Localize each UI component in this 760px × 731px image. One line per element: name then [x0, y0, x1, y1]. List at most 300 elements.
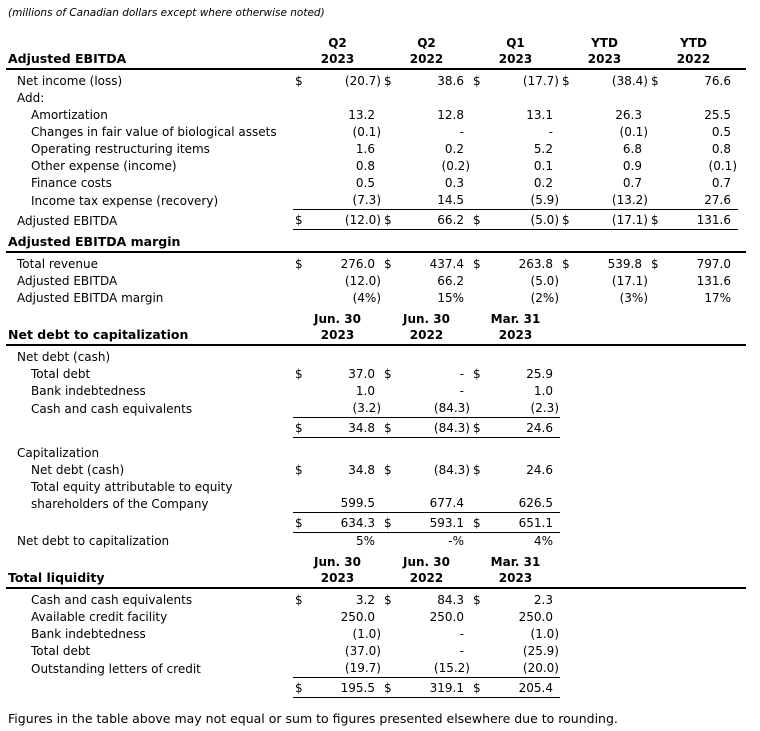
- dollar-sign: $: [295, 74, 303, 88]
- value-cell: [471, 592, 560, 609]
- value-cell: [560, 290, 649, 307]
- cell-value: 34.8: [348, 463, 375, 477]
- cell-value: 6.8: [622, 142, 642, 156]
- column-header: [471, 554, 560, 586]
- section-title: Adjusted EBITDA margin: [8, 234, 181, 249]
- cell-value: 634.3: [340, 516, 375, 530]
- table-section: [6, 554, 752, 698]
- value-cell: [560, 192, 649, 209]
- value-cell: [293, 273, 382, 290]
- table-row: [6, 158, 752, 175]
- table-row: [6, 107, 752, 124]
- cell-value: 17%: [704, 291, 731, 305]
- cell-value: 195.5: [340, 681, 375, 695]
- dollar-sign: $: [384, 213, 392, 227]
- section-title: Net debt to capitalization: [8, 327, 189, 342]
- value-cell: [560, 141, 649, 158]
- value-cell: [471, 515, 560, 532]
- value-cell: [293, 592, 382, 609]
- cell-value: (0.1): [619, 125, 648, 139]
- row-label: Net income (loss): [17, 74, 123, 88]
- dollar-sign: $: [562, 74, 570, 88]
- value-cell: [293, 383, 382, 400]
- cell-value: 131.6: [696, 274, 731, 288]
- value-cell: [293, 626, 382, 643]
- column-header-line2: 2022: [676, 52, 711, 66]
- cell-value: 12.8: [437, 108, 464, 122]
- row-values: [293, 366, 560, 383]
- table-section: [6, 234, 752, 307]
- value-cell: [649, 107, 738, 124]
- cell-value: -: [459, 367, 464, 381]
- cell-value: (25.9): [522, 644, 559, 658]
- value-cell: [382, 420, 471, 437]
- cell-value: 66.2: [437, 274, 464, 288]
- table-row: [6, 141, 752, 158]
- table-row: [6, 609, 752, 626]
- column-header: [382, 311, 471, 343]
- table-row: [6, 175, 752, 192]
- column-header: [293, 554, 382, 586]
- cell-value: 5.2: [533, 142, 553, 156]
- cell-value: 626.5: [518, 496, 553, 510]
- column-headers: [293, 35, 738, 67]
- cell-value: -%: [448, 534, 464, 548]
- cell-value: (19.7): [344, 661, 381, 675]
- value-cell: [293, 175, 382, 192]
- value-cell: [293, 643, 382, 660]
- cell-value: 14.5: [437, 193, 464, 207]
- cell-value: 13.1: [526, 108, 553, 122]
- cell-value: (5.0): [530, 213, 559, 227]
- value-cell: [293, 420, 382, 437]
- dollar-sign: $: [295, 367, 303, 381]
- cell-value: 0.9: [622, 159, 642, 173]
- value-cell: [293, 533, 382, 550]
- cell-value: (17.1): [611, 213, 648, 227]
- row-values: [293, 212, 738, 230]
- row-label: Adjusted EBITDA: [17, 274, 118, 288]
- cell-value: (3%): [619, 291, 648, 305]
- row-label: Total equity attributable to equity shareholders of the Company: [31, 480, 233, 511]
- value-cell: [560, 175, 649, 192]
- row-label: Adjusted EBITDA margin: [17, 291, 164, 305]
- value-cell: [382, 383, 471, 400]
- value-cell: [382, 73, 471, 90]
- cell-value: (5.0): [530, 274, 559, 288]
- value-cell: [293, 609, 382, 626]
- value-cell: [293, 660, 382, 677]
- cell-value: 0.7: [622, 176, 642, 190]
- column-header: [649, 35, 738, 67]
- row-label: Bank indebtedness: [31, 384, 146, 398]
- dollar-sign: $: [473, 257, 481, 271]
- cell-value: 0.1: [533, 159, 553, 173]
- cell-value: 0.3: [444, 176, 464, 190]
- cell-value: 1.0: [355, 384, 375, 398]
- table-row: [6, 73, 752, 90]
- row-values: [293, 400, 560, 418]
- table-row: [6, 290, 752, 307]
- column-header: [471, 311, 560, 343]
- table-row: [6, 462, 752, 479]
- value-cell: [471, 366, 560, 383]
- value-cell: [382, 256, 471, 273]
- value-cell: [382, 592, 471, 609]
- dollar-sign: $: [562, 213, 570, 227]
- row-values: [293, 626, 560, 643]
- cell-value: (13.2): [611, 193, 648, 207]
- value-cell: [471, 124, 560, 141]
- cell-value: 3.2: [355, 593, 375, 607]
- column-header-line1: Q2: [417, 36, 436, 50]
- dollar-sign: $: [562, 257, 570, 271]
- cell-value: 0.7: [711, 176, 731, 190]
- rounding-footnote: Figures in the table above may not equal or sum to figures presented elsewhere due to rounding.: [8, 711, 618, 726]
- dollar-sign: $: [295, 257, 303, 271]
- dollar-sign: $: [384, 421, 392, 435]
- dollar-sign: $: [384, 367, 392, 381]
- value-cell: [471, 383, 560, 400]
- value-cell: [293, 290, 382, 307]
- cell-value: 539.8: [607, 257, 642, 271]
- dollar-sign: $: [473, 593, 481, 607]
- dollar-sign: $: [651, 74, 659, 88]
- cell-value: (0.1): [352, 125, 381, 139]
- value-cell: [471, 660, 560, 677]
- column-header-line2: 2023: [320, 571, 355, 585]
- value-cell: [471, 73, 560, 90]
- cell-value: (0.2): [441, 159, 470, 173]
- cell-value: (3.2): [352, 401, 381, 415]
- value-cell: [382, 273, 471, 290]
- value-cell: [471, 400, 560, 417]
- value-cell: [471, 643, 560, 660]
- value-cell: [471, 192, 560, 209]
- row-label: Changes in fair value of biological assets: [31, 125, 277, 139]
- cell-value: 24.6: [526, 421, 553, 435]
- table-section: [6, 35, 752, 230]
- table-row: [6, 349, 752, 366]
- dollar-sign: $: [473, 516, 481, 530]
- dollar-sign: $: [473, 213, 481, 227]
- row-values: [293, 124, 738, 141]
- column-header-line1: YTD: [591, 36, 618, 50]
- cell-value: 1.6: [355, 142, 375, 156]
- dollar-sign: $: [295, 463, 303, 477]
- value-cell: [471, 212, 560, 229]
- financial-table: [6, 35, 752, 698]
- row-label: Outstanding letters of credit: [31, 662, 201, 676]
- table-row: [6, 479, 752, 513]
- value-cell: [471, 175, 560, 192]
- dollar-sign: $: [384, 516, 392, 530]
- table-row: [6, 124, 752, 141]
- value-cell: [293, 73, 382, 90]
- cell-value: (4%): [352, 291, 381, 305]
- column-header-line1: YTD: [680, 36, 707, 50]
- dollar-sign: $: [295, 516, 303, 530]
- value-cell: [293, 400, 382, 417]
- value-cell: [649, 212, 738, 229]
- value-cell: [560, 73, 649, 90]
- row-label: Other expense (income): [31, 159, 177, 173]
- value-cell: [649, 192, 738, 209]
- section-header: [6, 311, 746, 346]
- dollar-sign: $: [384, 593, 392, 607]
- row-values: [293, 420, 560, 438]
- value-cell: [293, 462, 382, 479]
- value-cell: [649, 73, 738, 90]
- dollar-sign: $: [295, 681, 303, 695]
- cell-value: 677.4: [429, 496, 464, 510]
- value-cell: [560, 212, 649, 229]
- section-title: Adjusted EBITDA: [8, 51, 127, 66]
- cell-value: 0.8: [711, 142, 731, 156]
- cell-value: 263.8: [518, 257, 553, 271]
- column-header-line1: Jun. 30: [403, 312, 450, 326]
- row-values: [293, 383, 560, 400]
- table-row: [6, 256, 752, 273]
- value-cell: [649, 290, 738, 307]
- value-cell: [382, 626, 471, 643]
- row-label: Net debt (cash): [17, 350, 111, 364]
- value-cell: [293, 495, 382, 512]
- row-values: [293, 256, 738, 273]
- cell-value: 797.0: [696, 257, 731, 271]
- value-cell: [471, 626, 560, 643]
- cell-value: 276.0: [340, 257, 375, 271]
- cell-value: -: [459, 125, 464, 139]
- cell-value: 651.1: [518, 516, 553, 530]
- row-label: Total debt: [31, 367, 91, 381]
- row-label: Finance costs: [31, 176, 112, 190]
- row-label: Net debt (cash): [31, 463, 125, 477]
- column-header-line2: 2022: [409, 52, 444, 66]
- cell-value: 2.3: [533, 593, 553, 607]
- value-cell: [649, 141, 738, 158]
- row-values: [293, 73, 738, 90]
- cell-value: 15%: [437, 291, 464, 305]
- value-cell: [382, 609, 471, 626]
- row-values: [293, 643, 560, 660]
- row-label: Operating restructuring items: [31, 142, 210, 156]
- value-cell: [293, 515, 382, 532]
- column-header: [382, 554, 471, 586]
- cell-value: (37.0): [344, 644, 381, 658]
- cell-value: 34.8: [348, 421, 375, 435]
- cell-value: (84.3): [433, 401, 470, 415]
- value-cell: [293, 680, 382, 697]
- cell-value: (12.0): [344, 213, 381, 227]
- value-cell: [382, 212, 471, 229]
- value-cell: [382, 192, 471, 209]
- cell-value: 5%: [355, 534, 375, 548]
- cell-value: 26.3: [615, 108, 642, 122]
- value-cell: [471, 107, 560, 124]
- column-header: [293, 311, 382, 343]
- value-cell: [560, 273, 649, 290]
- value-cell: [471, 420, 560, 437]
- value-cell: [293, 256, 382, 273]
- row-label: Cash and cash equivalents: [31, 402, 193, 416]
- column-headers: [293, 554, 560, 586]
- cell-value: 76.6: [704, 74, 731, 88]
- cell-value: 205.4: [518, 681, 553, 695]
- cell-value: 319.1: [429, 681, 464, 695]
- value-cell: [382, 515, 471, 532]
- cell-value: 0.5: [355, 176, 375, 190]
- cell-value: 0.8: [355, 159, 375, 173]
- cell-value: 24.6: [526, 463, 553, 477]
- cell-value: 437.4: [429, 257, 464, 271]
- row-label: Amortization: [31, 108, 108, 122]
- table-row: [6, 626, 752, 643]
- row-label: Available credit facility: [31, 610, 168, 624]
- table-row: [6, 383, 752, 400]
- table-row: [6, 660, 752, 678]
- dollar-sign: $: [295, 593, 303, 607]
- cell-value: (20.7): [344, 74, 381, 88]
- cell-value: -: [459, 627, 464, 641]
- cell-value: 4%: [533, 534, 553, 548]
- table-row: [6, 192, 752, 210]
- table-row: [6, 420, 752, 438]
- dollar-sign: $: [473, 367, 481, 381]
- cell-value: (17.7): [522, 74, 559, 88]
- cell-value: (38.4): [611, 74, 648, 88]
- dollar-sign: $: [295, 421, 303, 435]
- value-cell: [382, 495, 471, 512]
- dollar-sign: $: [384, 257, 392, 271]
- section-rows: [6, 349, 752, 550]
- value-cell: [471, 533, 560, 550]
- row-label: Add:: [17, 91, 45, 105]
- value-cell: [560, 124, 649, 141]
- column-header-line2: 2023: [320, 52, 355, 66]
- value-cell: [293, 192, 382, 209]
- section-rows: [6, 592, 752, 698]
- row-values: [293, 609, 560, 626]
- column-headers: [293, 311, 560, 343]
- cell-value: -: [459, 384, 464, 398]
- value-cell: [382, 366, 471, 383]
- value-cell: [560, 158, 649, 175]
- dollar-sign: $: [384, 74, 392, 88]
- value-cell: [382, 107, 471, 124]
- value-cell: [382, 290, 471, 307]
- dollar-sign: $: [651, 213, 659, 227]
- row-values: [293, 533, 560, 550]
- value-cell: [649, 256, 738, 273]
- cell-value: 66.2: [437, 213, 464, 227]
- dollar-sign: $: [295, 213, 303, 227]
- cell-value: -: [548, 125, 553, 139]
- value-cell: [382, 400, 471, 417]
- column-header: [560, 35, 649, 67]
- row-values: [293, 107, 738, 124]
- row-values: [293, 660, 560, 678]
- cell-value: 38.6: [437, 74, 464, 88]
- section-header: [6, 554, 746, 589]
- cell-value: (5.9): [530, 193, 559, 207]
- row-label: Net debt to capitalization: [17, 534, 170, 548]
- value-cell: [382, 680, 471, 697]
- section-title: Total liquidity: [8, 570, 105, 585]
- section-rows: [6, 73, 752, 230]
- row-values: [293, 592, 560, 609]
- value-cell: [293, 158, 382, 175]
- dollar-sign: $: [384, 681, 392, 695]
- value-cell: [471, 158, 560, 175]
- dollar-sign: $: [473, 681, 481, 695]
- value-cell: [382, 660, 471, 677]
- row-label: Income tax expense (recovery): [31, 194, 219, 208]
- dollar-sign: $: [473, 463, 481, 477]
- column-header-line1: Jun. 30: [314, 312, 361, 326]
- value-cell: [471, 462, 560, 479]
- column-header-line2: 2023: [498, 328, 533, 342]
- row-label: Total revenue: [17, 257, 98, 271]
- cell-value: 84.3: [437, 593, 464, 607]
- table-row: [6, 445, 752, 462]
- cell-value: (12.0): [344, 274, 381, 288]
- column-header-line2: 2023: [587, 52, 622, 66]
- units-note: (millions of Canadian dollars except where otherwise noted): [8, 7, 325, 19]
- row-values: [293, 158, 738, 175]
- cell-value: (1.0): [530, 627, 559, 641]
- row-label: Adjusted EBITDA: [17, 214, 118, 228]
- section-rows: [6, 256, 752, 307]
- cell-value: 0.5: [711, 125, 731, 139]
- cell-value: (15.2): [433, 661, 470, 675]
- cell-value: 25.5: [704, 108, 731, 122]
- row-label: Bank indebtedness: [31, 627, 146, 641]
- cell-value: 131.6: [696, 213, 731, 227]
- row-values: [293, 495, 560, 513]
- section-header: [6, 35, 746, 70]
- cell-value: (7.3): [352, 193, 381, 207]
- value-cell: [382, 462, 471, 479]
- value-cell: [471, 273, 560, 290]
- column-header-line1: Q2: [328, 36, 347, 50]
- cell-value: 0.2: [533, 176, 553, 190]
- cell-value: (2%): [530, 291, 559, 305]
- value-cell: [649, 158, 738, 175]
- row-values: [293, 680, 560, 698]
- row-values: [293, 175, 738, 192]
- table-section: [6, 311, 752, 550]
- cell-value: 13.2: [348, 108, 375, 122]
- column-header-line1: Q1: [506, 36, 525, 50]
- table-row: [6, 533, 752, 550]
- cell-value: (20.0): [522, 661, 559, 675]
- cell-value: (84.3): [433, 463, 470, 477]
- row-label: Capitalization: [17, 446, 100, 460]
- dollar-sign: $: [651, 257, 659, 271]
- table-row: [6, 400, 752, 418]
- dollar-sign: $: [473, 421, 481, 435]
- column-header: [382, 35, 471, 67]
- column-header-line1: Jun. 30: [314, 555, 361, 569]
- cell-value: (84.3): [433, 421, 470, 435]
- row-label: Total debt: [31, 644, 91, 658]
- value-cell: [471, 141, 560, 158]
- value-cell: [649, 273, 738, 290]
- cell-value: 0.2: [444, 142, 464, 156]
- column-header-line2: 2023: [498, 52, 533, 66]
- value-cell: [471, 609, 560, 626]
